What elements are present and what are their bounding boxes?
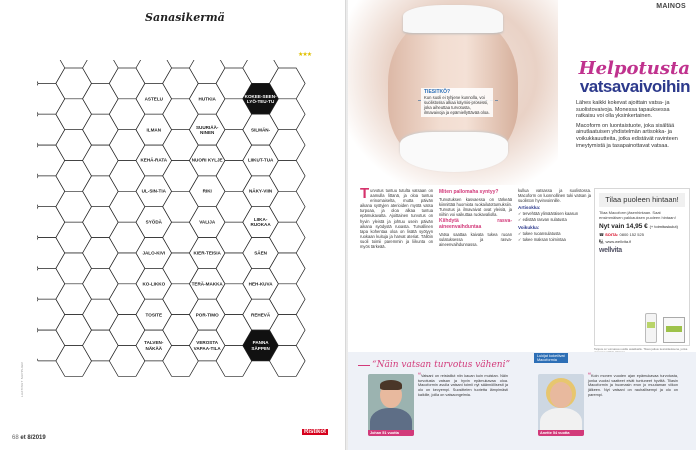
article-col-1: Turvotus tuntuu tutulta vatsaan on aamulla littanä, ja oloa tuntuu erinomaiselta, mutta päivän aikana syötyjen aterioiden myötä vatsa turpoaa, ja oloa alkaa tuntua epämukavalta. Ajoittainen turvotus on hyvin yleistä ja johtuu usein päivän aikana syödystä ruoasta. Turvallinen tapa kohentaa oloa on lisätä syötyyn ruokaan kuituja ja harvat ateriat. Tällöin suoli toimii paremmin ja liikunta on myös tärkeää. xyxy=(360,185,433,250)
hex-clue-label: NUORI KYLJE xyxy=(191,157,223,163)
drop-cap: T xyxy=(360,185,370,202)
face xyxy=(550,382,572,408)
hex-clue-label: LIIKUT-TUA xyxy=(247,157,274,163)
ristikot-brand xyxy=(302,428,328,435)
hex-clue-label: KEHÄ-RATA xyxy=(140,157,168,163)
hex-clue-label: KIER-TEISIA xyxy=(193,250,221,256)
hex-clue-label: SÄEN xyxy=(254,250,267,256)
col2-heading: Miten pallomaha syntyy? xyxy=(439,189,499,195)
product-box xyxy=(663,317,685,343)
artisokka-title: Artisokka: xyxy=(518,205,541,211)
hex-clue-label: RIKI xyxy=(202,188,212,194)
phone-icon: ☎ xyxy=(599,232,604,237)
hex-clue-label: ILMAN xyxy=(146,127,162,133)
puzzle-title: Sanasikermä xyxy=(145,11,225,24)
puzzle-page xyxy=(0,0,346,450)
hex-clue-label: PANNA SÄPPIIN xyxy=(251,340,270,351)
hex-clue-label: HEH-KUVA xyxy=(248,281,273,287)
order-box xyxy=(594,188,690,346)
globe-icon: 🖳 xyxy=(599,239,605,244)
hex-grid xyxy=(37,60,317,420)
hair xyxy=(380,380,402,390)
offer-desc: Tilaa Macoform jäsenhintaan. Saat ensimmäisen pakkauksen puoleen hintaan! xyxy=(599,210,676,220)
hex-clue-label: LIIKA-RUOKAA xyxy=(250,216,271,228)
offer-title: Tilaa puoleen hintaan! xyxy=(599,193,685,207)
testimonial-tag: Lukijat kokeilivat Macoformia xyxy=(534,353,568,363)
hex-clue-label: VEROSTA VAPAA-TILA xyxy=(193,340,221,351)
hero-photo xyxy=(348,0,558,185)
testimonial-2: “Koin monen vuoden ajan epämukavaa turvotusta, jonka vuoksi vaatteet eivät tuntuneet hyviltä. Tilasin Macoformin ja huomasin eron jo muutaman viikon jälkeen. Nyt vatsani on rauhallisempi ja olo on parempi. xyxy=(588,373,678,397)
hex-clue-label: ASTELU xyxy=(144,96,163,102)
list-item: ✓ tukee ruoansulatusta xyxy=(518,230,561,236)
hex-clue-label: POR-TIMO xyxy=(195,312,219,318)
list-item: ✓ tervehtää ylimääräisen kaasun xyxy=(518,211,579,217)
ad-label: MAINOS xyxy=(656,3,686,10)
article-col-2: Miten pallomaha syntyy? Turvotuksen kasvaessa on tärkeää kiinnittää huomiota ruokailutottumuksiin. Turvotus ja ilmavaivat ovat yleisiä, ja niihin voi vaikuttaa ruokavaliolla. Kiihdytä rasva-aineenvaihduntaa Vatsa saattaa kaivata tukea ruoan sulatuksessa ja rasva-aineenvaihdunnassa. xyxy=(439,189,512,247)
hex-clue-label: JALO-KIVI xyxy=(142,250,166,256)
fine-print: Tarjous on voimassa uusille asiakkaille. Tilaus jatkuu kestotilauksena, jonka xyxy=(594,347,688,351)
difficulty-stars: ★★★ xyxy=(298,52,312,58)
headline-1: Helpotusta xyxy=(578,58,690,79)
lead-text: Lähes kaikki kokevat ajoittain vatsa- ja suolistovaivoja. Monessa tapauksessa ratkaisu voi olla yksinkertainen. Macoform on luontaistuote, joka sisältää ainutlaatuisen yhdistelmän artisokka- ja voikukkauutteita, jotka edistävät ravinteen imeytymistä ja tasapainottavat vatsaa. xyxy=(576,100,678,149)
hex-clue-label: UL-SIN-TIA xyxy=(141,188,166,194)
bra-shape xyxy=(403,5,503,33)
col2-heading-2: Kiihdytä rasva-aineenvaihduntaa xyxy=(439,218,512,230)
hex-clue-label: TOSITE xyxy=(145,312,163,318)
voikukka-title: Voikukka: xyxy=(518,224,540,230)
hex-clue-label: TALVEN-NÄKÄÄ xyxy=(144,340,164,351)
testimonial-title: “Näin vatsan turvotus väheni” xyxy=(372,360,511,370)
hex-clue-label: HUTKIA xyxy=(198,96,216,102)
hex-clue-label: SYÖDÄ xyxy=(145,219,162,225)
brief-shape xyxy=(400,132,508,172)
person-photo-2 xyxy=(538,374,584,436)
list-item: ✓ edistää rasvan sulatusta xyxy=(518,217,567,223)
offer-phone[interactable]: ☎ SOITA: 0800 152 525 xyxy=(599,232,644,237)
article-columns xyxy=(360,185,592,250)
hex-clue-label: TERÄ-MAKKA xyxy=(191,281,223,287)
offer-price: Nyt vain 14,95 € (+ toimituskulut) xyxy=(599,223,678,230)
testimonial-1: “Vatsani on reistaillut niin kauan kuin muistan. Näin turvotusta vatsan ja hyvin epämukavaa oloa. Macoformin avulla vatsani toimii nyt säännöllisesti ja olo on kevyempi. Suosittelen tuotetta lämpimästi kaikille, joilla on vatsaongelmia. xyxy=(418,373,508,397)
wellvita-logo: wellvita xyxy=(599,247,622,254)
hex-clue-label: VALIJA xyxy=(199,219,216,225)
person-1-caption: Johan 51 vuotta xyxy=(368,430,414,436)
hex-clue-label: KOKEE-SEEN-LYÖ-TEU-TU xyxy=(244,93,277,104)
list-item: ✓ tukee maksan toimintaa xyxy=(518,236,566,242)
headline-2: vatsavaivoihin xyxy=(579,77,690,96)
hex-clue-label: SUURIÄÄ-NINEN xyxy=(195,124,219,135)
hex-clue-label: REHEVÄ xyxy=(251,312,271,318)
bottle xyxy=(645,313,657,343)
person-photo-1 xyxy=(368,374,414,436)
advert-page xyxy=(348,0,696,450)
product-image xyxy=(645,307,685,343)
hex-clue-label: KO-LIKKO xyxy=(142,281,166,287)
brand-badge: Ristikot xyxy=(304,429,327,435)
hex-clue-label: SILMÄN- xyxy=(251,127,271,133)
hex-grid-svg xyxy=(37,60,317,420)
did-you-know-box: TIESITKÖ? Kun suoli ei tyhjene kunnolla, voi suolistossa alkaa käymis-prosessi, joka aiheuttaa turvotusta, ilmavaivoja ja epämiellyttävää oloa. xyxy=(421,88,493,117)
article-col-3: kullua vatsassa ja suolistossa. Macoform on luonnollinen tuki vatsan ja suoliston hyvinvoinnille. Artisokka: ✓ tervehtää ylimääräisen kaasun ✓ edistää rasvan sulatusta Voikukka: ✓ tukee ruoansulatusta ✓ tukee maksan toimintaa xyxy=(518,188,591,242)
hex-clue-label: NÄKY-VIIN xyxy=(248,188,273,194)
side-credit: LAATINUT SUPPLIER xyxy=(20,362,24,397)
page-number: 68 et 8/2019 xyxy=(12,435,46,441)
offer-web[interactable]: 🖳 www.wellvita.fi xyxy=(599,239,632,244)
person-2-caption: Anette 54 vuotta xyxy=(538,430,584,436)
